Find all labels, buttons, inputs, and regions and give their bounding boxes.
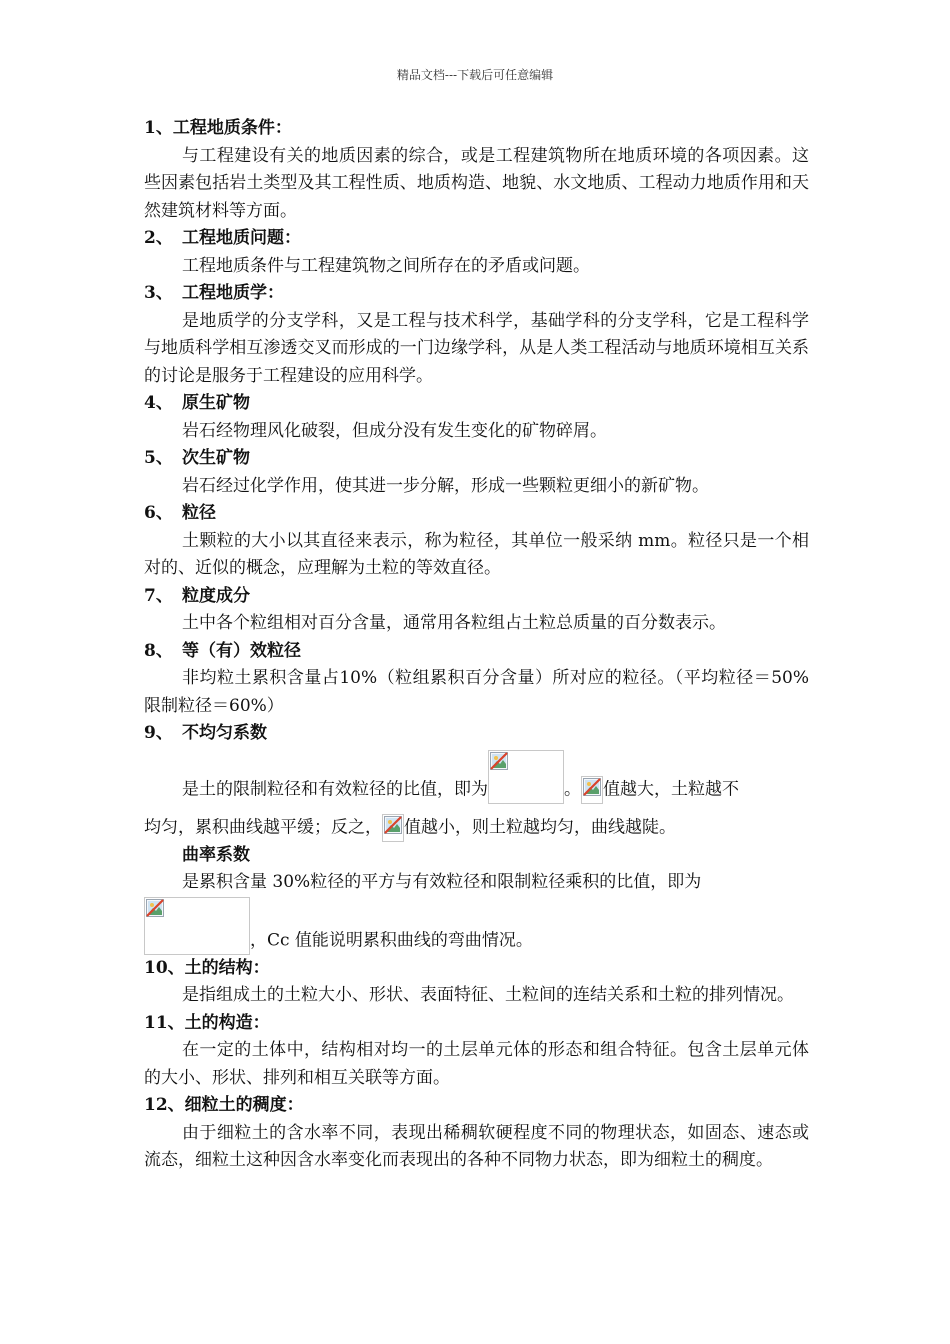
formula-cu-image [488, 750, 564, 804]
document-body [144, 115, 809, 1175]
section-number: 8、 [144, 640, 173, 661]
broken-image-icon [384, 816, 402, 834]
section-number: 5、 [144, 448, 173, 468]
section-number: 3、 [144, 283, 173, 303]
section-11-heading [144, 1010, 809, 1038]
section-title: 土的结构： [184, 957, 270, 978]
curvature-coefficient-body: 是累积含量 30%粒径的平方与有效粒径和限制粒径乘积的比值，即为 [182, 872, 702, 892]
section-9-line-2 [144, 814, 809, 842]
section-3-body: 是地质学的分支学科，又是工程与技术科学，基础学科的分支学科，它是工程科学与地质科学相互渗透交叉而形成的一门边缘学科，从是人类工程活动与地质环境相互关系的讨论是服务于工程建设的应用科学。 [144, 310, 809, 386]
section-number: 4、 [144, 393, 173, 413]
section-9-line-4 [144, 897, 809, 955]
section-title: 工程地质学： [182, 283, 284, 303]
formula-cu-symbol-image [382, 814, 404, 842]
section-10-heading [144, 955, 809, 983]
section-number: 12、 [144, 1095, 185, 1115]
section-title: 等（有）效粒径 [182, 640, 301, 661]
section-4-body: 岩石经物理风化破裂，但成分没有发生变化的矿物碎屑。 [182, 420, 607, 441]
section-7-heading [144, 583, 809, 611]
section-title: 不均匀系数 [182, 723, 267, 743]
section-number: 2、 [144, 228, 173, 248]
section-title: 工程地质问题： [182, 228, 301, 248]
section-5-heading [144, 445, 809, 473]
section-4-heading [144, 390, 809, 418]
section-title: 次生矿物 [182, 448, 250, 468]
section-number: 1、 [144, 118, 173, 138]
section-9-heading [144, 720, 809, 748]
section-7-body: 土中各个粒组相对百分含量，通常用各粒组占土粒总质量的百分数表示。 [182, 613, 726, 633]
section-1-body: 与工程建设有关的地质因素的综合，或是工程建筑物所在地质环境的各项因素。这些因素包括岩土类型及其工程性质、地质构造、地貌、水文地质、工程动力地质作用和天然建筑材料等方面。 [144, 145, 809, 221]
section-title: 原生矿物 [182, 393, 250, 413]
text-run: 均匀，累积曲线越平缓；反之， [144, 817, 382, 837]
broken-image-icon [490, 752, 508, 770]
section-title: 粒度成分 [182, 585, 250, 606]
section-6-body: 土颗粒的大小以其直径来表示，称为粒径，其单位一般采纳 mm。粒径只是一个相对的、近似的概念，应理解为土粒的等效直径。 [144, 530, 809, 578]
section-2-heading [144, 225, 809, 253]
section-10-body: 是指组成土的土粒大小、形状、表面特征、土粒间的连结关系和土粒的排列情况。 [182, 985, 794, 1005]
formula-cc-image [144, 897, 250, 955]
section-8-heading [144, 638, 809, 666]
text-run: 。 [564, 779, 581, 799]
section-3-heading [144, 280, 809, 308]
page-header: 精品文档---下载后可任意编辑 [396, 68, 554, 82]
section-11-body: 在一定的土体中，结构相对均一的土层单元体的形态和组合特征。包含土层单元体的大小、形状、排列和相互关联等方面。 [144, 1040, 809, 1088]
section-5-body: 岩石经过化学作用，使其进一步分解，形成一些颗粒更细小的新矿物。 [182, 475, 709, 496]
section-9-line-1 [144, 750, 809, 804]
section-title: 细粒土的稠度： [184, 1095, 304, 1115]
section-number: 9、 [144, 723, 173, 743]
formula-cu-symbol-image [581, 776, 603, 804]
section-title: 土的构造： [184, 1012, 270, 1033]
text-run: 值越大，土粒越不 [603, 779, 739, 799]
broken-image-icon [583, 778, 601, 796]
text-run: 值越小，则土粒越均匀，曲线越陡。 [404, 817, 676, 837]
section-number: 7、 [144, 585, 173, 606]
section-1-heading [144, 115, 809, 143]
section-12-heading [144, 1092, 809, 1120]
section-number: 6、 [144, 503, 173, 523]
section-6-heading [144, 500, 809, 528]
section-title: 粒径 [182, 503, 216, 523]
curvature-coefficient-title: 曲率系数 [182, 844, 250, 865]
section-number: 11、 [144, 1012, 185, 1033]
broken-image-icon [146, 899, 164, 917]
section-2-body: 工程地质条件与工程建筑物之间所存在的矛盾或问题。 [182, 255, 590, 276]
section-number: 10、 [144, 957, 185, 978]
section-title: 工程地质条件： [172, 118, 292, 138]
section-12-body: 由于细粒土的含水率不同，表现出稀稠软硬程度不同的物理状态，如固态、速态或流态，细粒土这种因含水率变化而表现出的各种不同物力状态，即为细粒土的稠度。 [144, 1122, 809, 1170]
text-run: 是土的限制粒径和有效粒径的比值，即为 [182, 779, 488, 799]
section-8-body: 非均粒土累积含量占10%（粒组累积百分含量）所对应的粒径。（平均粒径＝50%限制粒径＝60%） [144, 668, 809, 716]
text-run: ，Cc 值能说明累积曲线的弯曲情况。 [250, 930, 533, 950]
